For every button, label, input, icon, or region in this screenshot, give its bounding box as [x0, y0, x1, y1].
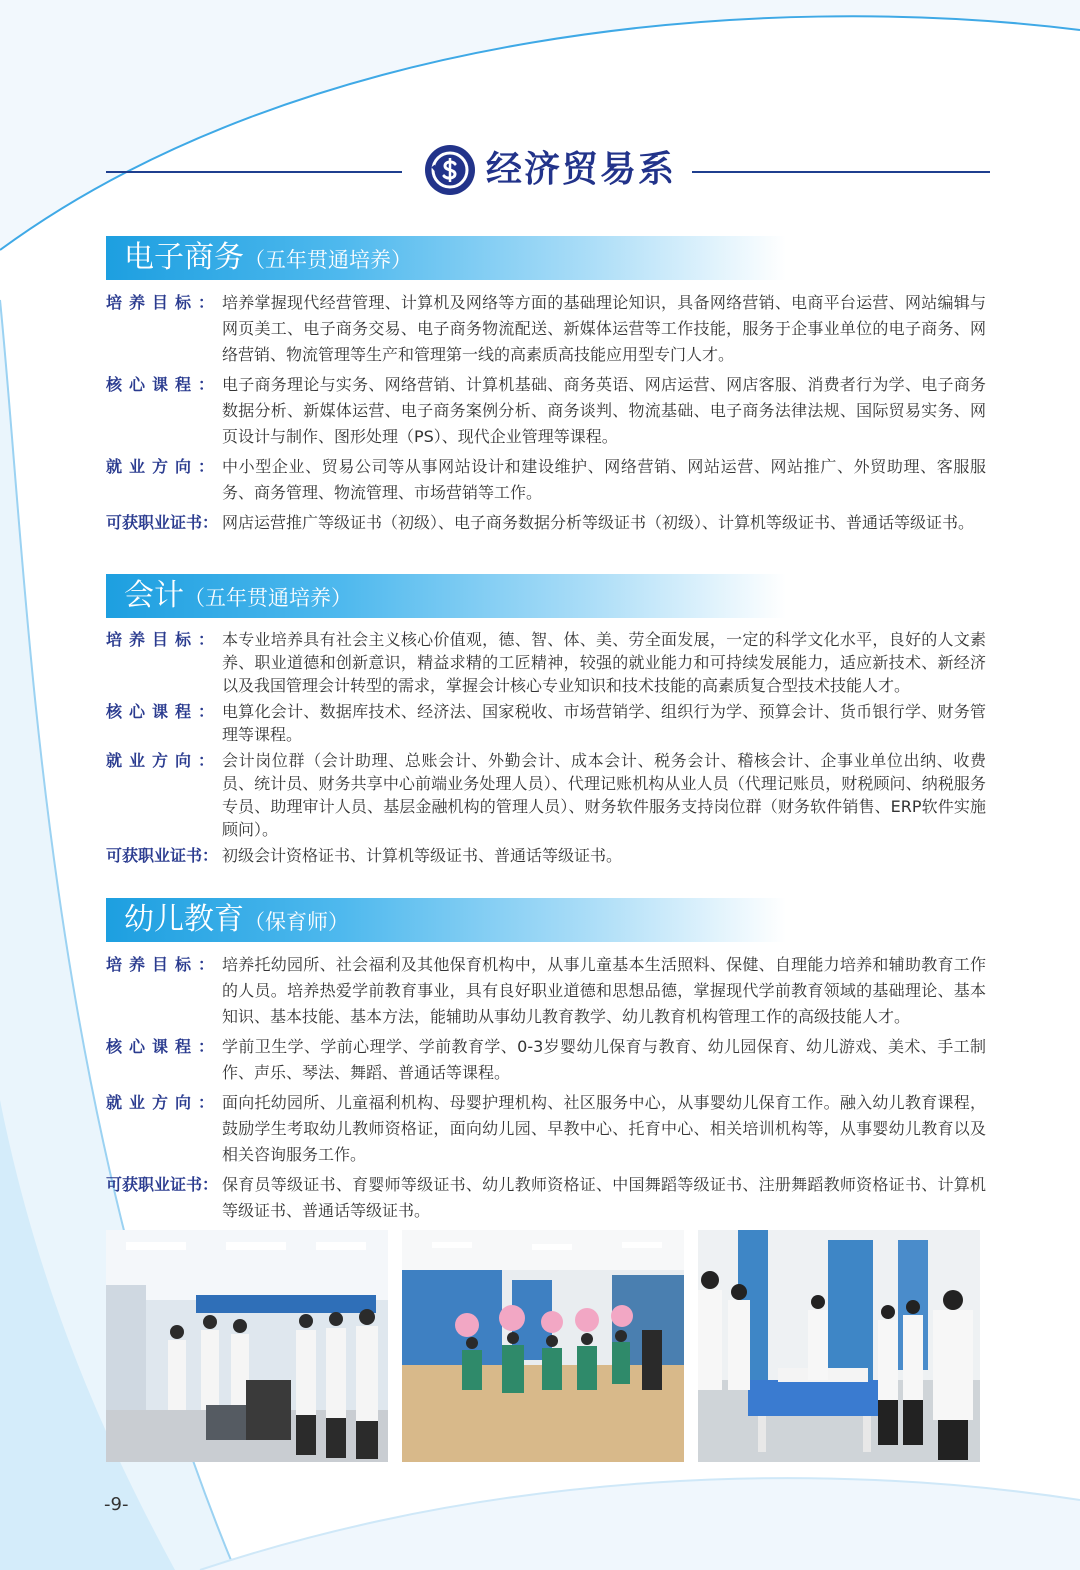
field-certificates: [106, 1172, 986, 1224]
section-title: [124, 898, 349, 944]
field-label: 可获职业证书：: [106, 513, 219, 532]
field-list: [106, 290, 986, 536]
field-career-direction: [106, 454, 986, 506]
field-core-courses: [106, 700, 986, 746]
field-label: 就业方向：: [106, 457, 222, 476]
section-title-text: 幼儿教育: [124, 902, 244, 937]
field-text: 学前卫生学、学前心理学、学前教育学、0-3岁婴幼儿保育与教育、幼儿园保育、幼儿游戏、美术、手工制作、声乐、琴法、舞蹈、普通话等课程。: [222, 1037, 986, 1082]
field-training-goal: [106, 952, 986, 1030]
section-header: [106, 898, 786, 942]
section-title-text: 电子商务: [124, 240, 244, 275]
classroom-lab-photo: [106, 1230, 388, 1462]
department-title-row: [0, 140, 1080, 204]
title-divider-left: [106, 171, 402, 173]
section-early-childhood: [106, 898, 986, 1228]
field-text: 培养托幼园所、社会福利及其他保育机构中，从事儿童基本生活照料、保健、自理能力培养和辅助教育工作的人员。培养热爱学前教育事业，具有良好职业道德和思想品德，掌握现代学前教育领域的基础理论、基本知识、基本技能、基本方法，能辅助从事幼儿教育教学、幼儿教育机构管理工作的高级技能人才。: [222, 955, 986, 1026]
photo-row: [106, 1230, 980, 1462]
dollar-circle-icon: [424, 144, 476, 196]
section-subtitle: （保育师）: [244, 910, 349, 934]
field-list: [106, 952, 986, 1224]
section-subtitle: （五年贯通培养）: [184, 586, 352, 610]
section-title-text: 会计: [124, 578, 184, 613]
field-text: 中小型企业、贸易公司等从事网站设计和建设维护、网络营销、网站运营、网站推广、外贸助理、客服服务、商务管理、物流管理、市场营销等工作。: [222, 457, 986, 502]
field-label: 就业方向：: [106, 751, 222, 770]
field-label: 培养目标：: [106, 955, 222, 974]
section-header: [106, 574, 786, 618]
dance-studio-photo: [402, 1230, 684, 1462]
field-label: 培养目标：: [106, 293, 222, 312]
field-text: 培养掌握现代经营管理、计算机及网络等方面的基础理论知识，具备网络营销、电商平台运营、网站编辑与网页美工、电子商务交易、电子商务物流配送、新媒体运营等工作技能，服务于企事业单位的电子商务、网络营销、物流管理等生产和管理第一线的高素质高技能应用型专门人才。: [222, 293, 986, 364]
field-text: 电算化会计、数据库技术、经济法、国家税收、市场营销学、组织行为学、预算会计、货币银行学、财务管理等课程。: [222, 702, 986, 744]
page-number: -9-: [104, 1494, 129, 1515]
field-core-courses: [106, 1034, 986, 1086]
field-label: 就业方向：: [106, 1093, 222, 1112]
field-label: 核心课程：: [106, 1037, 222, 1056]
section-ecommerce: [106, 236, 986, 540]
department-title: 经济贸易系: [486, 149, 677, 190]
field-text: 保育员等级证书、育婴师等级证书、幼儿教师资格证、中国舞蹈等级证书、注册舞蹈教师资格证书、计算机等级证书、普通话等级证书。: [222, 1175, 986, 1220]
section-header: [106, 236, 786, 280]
section-title: [124, 574, 352, 620]
field-text: 网店运营推广等级证书（初级）、电子商务数据分析等级证书（初级）、计算机等级证书、普通话等级证书。: [222, 513, 975, 532]
field-text: 本专业培养具有社会主义核心价值观，德、智、体、美、劳全面发展，一定的科学文化水平，良好的人文素养、职业道德和创新意识，精益求精的工匠精神，较强的就业能力和可持续发展能力，适应新技术、新经济以及我国管理会计转型的需求，掌握会计核心专业知识和技术技能的高素质复合型技术技能人才。: [222, 630, 986, 695]
field-list: [106, 628, 986, 867]
field-career-direction: [106, 1090, 986, 1168]
field-training-goal: [106, 628, 986, 697]
section-title: [124, 236, 412, 282]
field-career-direction: [106, 749, 986, 841]
section-accounting: [106, 574, 986, 870]
field-label: 可获职业证书：: [106, 846, 219, 865]
care-training-photo: [698, 1230, 980, 1462]
field-certificates: [106, 844, 986, 867]
field-label: 可获职业证书：: [106, 1175, 219, 1194]
field-text: 面向托幼园所、儿童福利机构、母婴护理机构、社区服务中心，从事婴幼儿保育工作。融入幼儿教育课程，鼓励学生考取幼儿教师资格证，面向幼儿园、早教中心、托育中心、相关培训机构等，从事婴幼儿教育以及相关咨询服务工作。: [222, 1093, 986, 1164]
section-subtitle: （五年贯通培养）: [244, 248, 412, 272]
field-core-courses: [106, 372, 986, 450]
field-label: 核心课程：: [106, 702, 222, 721]
field-text: 会计岗位群（会计助理、总账会计、外勤会计、成本会计、税务会计、稽核会计、企事业单位出纳、收费员、统计员、财务共享中心前端业务处理人员）、代理记账机构从业人员（代理记账员，财税顾问、纳税服务专员、助理审计人员、基层金融机构的管理人员）、财务软件服务支持岗位群（财务软件销售、ERP软件实施顾问）。: [222, 751, 986, 839]
title-divider-right: [692, 171, 990, 173]
field-label: 培养目标：: [106, 630, 222, 649]
field-training-goal: [106, 290, 986, 368]
field-certificates: [106, 510, 986, 536]
field-text: 电子商务理论与实务、网络营销、计算机基础、商务英语、网店运营、网店客服、消费者行为学、电子商务数据分析、新媒体运营、电子商务案例分析、商务谈判、物流基础、电子商务法律法规、国际贸易实务、网页设计与制作、图形处理（PS）、现代企业管理等课程。: [222, 375, 986, 446]
field-text: 初级会计资格证书、计算机等级证书、普通话等级证书。: [222, 846, 623, 865]
field-label: 核心课程：: [106, 375, 222, 394]
